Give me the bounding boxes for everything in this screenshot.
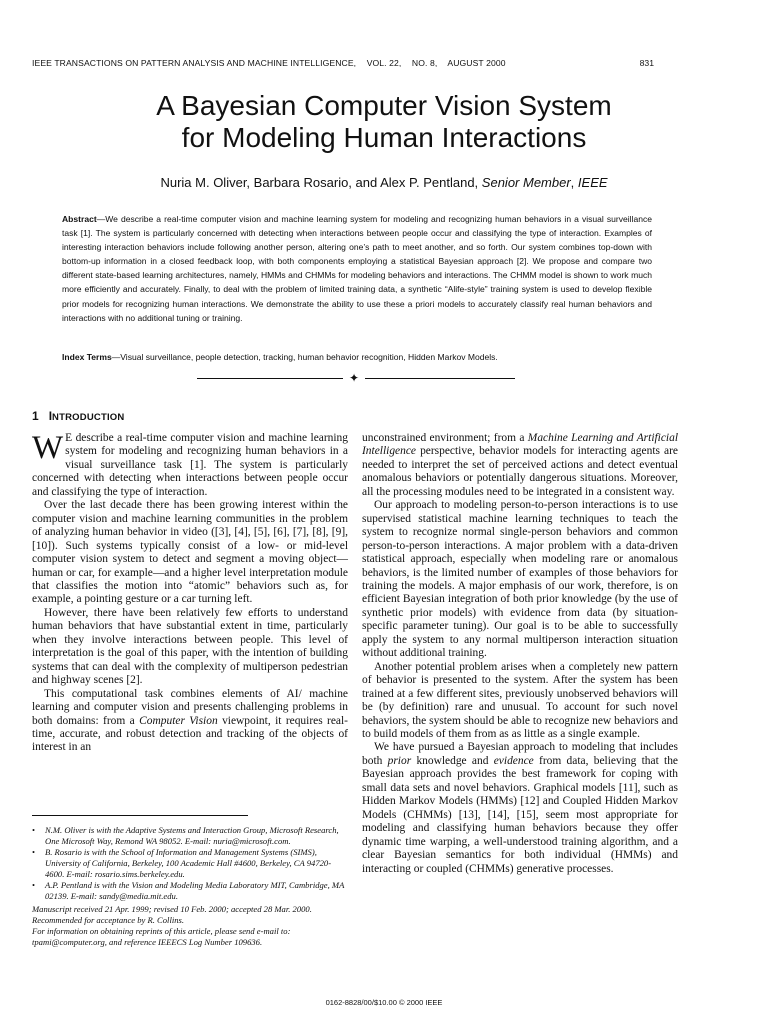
page-number: 831	[639, 58, 654, 68]
intro-paragraph-1-text: E describe a real-time computer vision and machine learning system for modeling and recognizing human behaviors in a visual surveillance task [1]. The system is particularly concerned with detecting when interactions between people occur and classifying the type of interaction.	[32, 432, 348, 498]
running-header	[32, 58, 652, 68]
reprints-note: For information on obtaining reprints of this article, please send e-mail to: tpami@computer.org, and reference IEEECS Log Number 109636.	[32, 926, 291, 947]
right-paragraph-4-italic-1: prior	[387, 754, 412, 767]
affiliation-item: • B. Rosario is with the School of Information and Management Systems (SIMS), University of California, Berkeley, 100 Academic Hall #4600, Berkeley, CA 94720-4600. E-mail: rosario.sims.berkeley.edu.	[32, 847, 350, 880]
drop-cap: W	[32, 430, 64, 466]
journal-date: AUGUST 2000	[447, 58, 506, 68]
right-paragraph-4	[362, 741, 678, 876]
right-paragraph-1-a: unconstrained environment; from a	[362, 432, 528, 444]
right-paragraph-1-italic: Machine Learning and Artificial Intelligence	[362, 432, 678, 458]
right-paragraph-1-b: perspective, behavior models for interacting agents are needed to interpret the set of perceived actions and detect eventual anomalous behaviors or potentially dangerous situations. Moreover, all the processing modules need to be integrated in a consistent way.	[362, 445, 678, 498]
author-org: IEEE	[577, 175, 608, 190]
right-paragraph-4-italic-2: evidence	[493, 754, 534, 767]
paper-title	[40, 90, 728, 154]
right-paragraph-4-b: knowledge and	[411, 754, 494, 767]
index-terms-text: —Visual surveillance, people detection, tracking, human behavior recognition, Hidden Markov Models.	[111, 352, 498, 362]
copyright-footer: 0162-8828/00/$10.00 © 2000 IEEE	[325, 998, 443, 1007]
paper-title-line-2: for Modeling Human Interactions	[181, 122, 587, 153]
abstract	[62, 212, 652, 325]
divider-right-rule	[365, 378, 515, 379]
intro-paragraph-4-italic: Computer Vision	[139, 714, 218, 727]
affiliation-item: • N.M. Oliver is with the Adaptive Systems and Interaction Group, Microsoft Research, One Microsoft Way, Remond WA 98052. E-mail: nuria@microsoft.com.	[32, 825, 350, 847]
right-paragraph-4-c: from data, believing that the Bayesian approach provides the best framework for coping with small data sets and novel behaviors. Graphical models [11], such as Hidden Markov Models (HMMs) [12] and Coupled Hidden Markov Models (CHMMs) [13], [14], [15], seem most appropriate for modeling and classifying human behaviors because they offer dynamic time warping, a well-understood training algorithm, and a clear Bayesian semantics for both individual (HMMs) and interacting or coupled (CHMMs) generative processes.	[362, 754, 679, 875]
affiliation-list	[32, 825, 350, 902]
recommended-note: Recommended for acceptance by R. Collins.	[32, 915, 185, 925]
divider-diamond-icon: ✦	[348, 371, 360, 385]
section-number: 1	[32, 409, 39, 423]
affiliation-item: • A.P. Pentland is with the Vision and Modeling Media Laboratory MIT, Cambridge, MA 02139. E-mail: sandy@media.mit.edu.	[32, 880, 350, 902]
section-title-rest: NTRODUCTION	[52, 412, 125, 423]
divider-left-rule	[197, 378, 343, 379]
journal-number: NO. 8,	[411, 58, 438, 68]
right-paragraph-4-a: We have pursued a Bayesian approach to modeling that includes both	[362, 741, 678, 767]
footnote-rule	[32, 815, 248, 816]
intro-paragraph-2: Over the last decade there has been growing interest within the computer vision and machine learning communities in the problem of analyzing human behavior in video ([3], [4], [5], [6], [7], [8], [9], [10]). Such systems typically consist of a low- or mid-level computer vision system to detect and segment a moving object—human or car, for example—and a higher level interpretation module that classifies the motion into “atomic” behaviors such as, for example, a pointing gesture or a car turning left.	[32, 499, 348, 606]
footnotes	[32, 825, 350, 948]
journal-name: IEEE TRANSACTIONS ON PATTERN ANALYSIS AND MACHINE INTELLIGENCE,	[32, 58, 357, 68]
intro-paragraph-4-b: viewpoint, it requires real-time, accurate, and robust detection and tracking of the objects of interest in an	[32, 714, 348, 754]
journal-volume: VOL. 22,	[366, 58, 402, 68]
section-title-initial: I	[48, 409, 53, 423]
index-terms-label: Index Terms	[62, 352, 112, 362]
author-line: Nuria M. Oliver, Barbara Rosario, and Alex P. Pentland, Senior Member, IEEE	[160, 175, 608, 190]
author-names: Nuria M. Oliver, Barbara Rosario, and Alex P. Pentland,	[160, 175, 479, 190]
left-column	[32, 432, 348, 755]
abstract-label: Abstract	[62, 214, 97, 224]
author-role: Senior Member	[481, 175, 571, 190]
abstract-text: —We describe a real-time computer vision and machine learning system for modeling and recognizing human behaviors in a visual surveillance task [1]. The system is particularly concerned with detecting when interactions between people occur and classifying the type of interaction. Examples of interesting interaction behaviors include following another person, altering one’s path to meet another, and so forth. Our system combines top-down with bottom-up information in a closed feedback loop, with both components employing a statistical Bayesian approach [2]. We propose and compare two different state-based learning architectures, namely, HMMs and CHMMs for modeling behaviors and interactions. The CHMM model is shown to work much more efficiently and accurately. Finally, to deal with the problem of limited training data, a synthetic “Alife-style” training system is used to develop flexible prior models for recognizing human interactions. We demonstrate the ability to use these a priori models to accurately classify real human behaviors and interactions with no additional tuning or training.	[62, 214, 652, 323]
intro-paragraph-4	[32, 688, 348, 755]
right-paragraph-2: Our approach to modeling person-to-person interactions is to use supervised statistical machine learning techniques to teach the system to recognize normal single-person behaviors and common person-to-person interactions. A major problem with a data-driven statistical approach, especially when modeling rare or anomalous behaviors, is the limited number of examples of those behaviors for training the models. A major emphasis of our work, therefore, is on efficient Bayesian integration of both prior knowledge (by the use of synthetic prior models) with evidence from data (by situation-specific parameter tuning). Our goal is to be able to successfully apply the system to any normal multiperson interaction situation without additional training.	[362, 499, 678, 660]
section-heading	[32, 409, 124, 423]
paper-title-line-1: A Bayesian Computer Vision System	[156, 90, 612, 121]
manuscript-note: Manuscript received 21 Apr. 1999; revised 10 Feb. 2000; accepted 28 Mar. 2000.	[32, 904, 312, 914]
intro-paragraph-1	[32, 432, 348, 499]
intro-paragraph-4-a: This computational task combines elements of AI/ machine learning and computer vision and presents challenging problems in both domains: from a	[32, 687, 348, 727]
index-terms	[62, 350, 652, 364]
right-paragraph-3: Another potential problem arises when a completely new pattern of behavior is presented to the system. After the system has been trained at a few different sites, previously unobserved behaviors will be (by definition) rare and unusual. To account for such novel behaviors, the system should be able to recognize new behaviors and to build models of them from as as little as a single example.	[362, 660, 678, 740]
intro-paragraph-3: However, there have been relatively few efforts to understand human behaviors that have substantial extent in time, particularly when they involve interactions between people. This level of interpretation is the goal of this paper, with the intention of building systems that can deal with the complexity of multiperson pedestrian and highway scenes [2].	[32, 606, 348, 687]
right-paragraph-1	[362, 432, 678, 499]
right-column	[362, 432, 678, 876]
